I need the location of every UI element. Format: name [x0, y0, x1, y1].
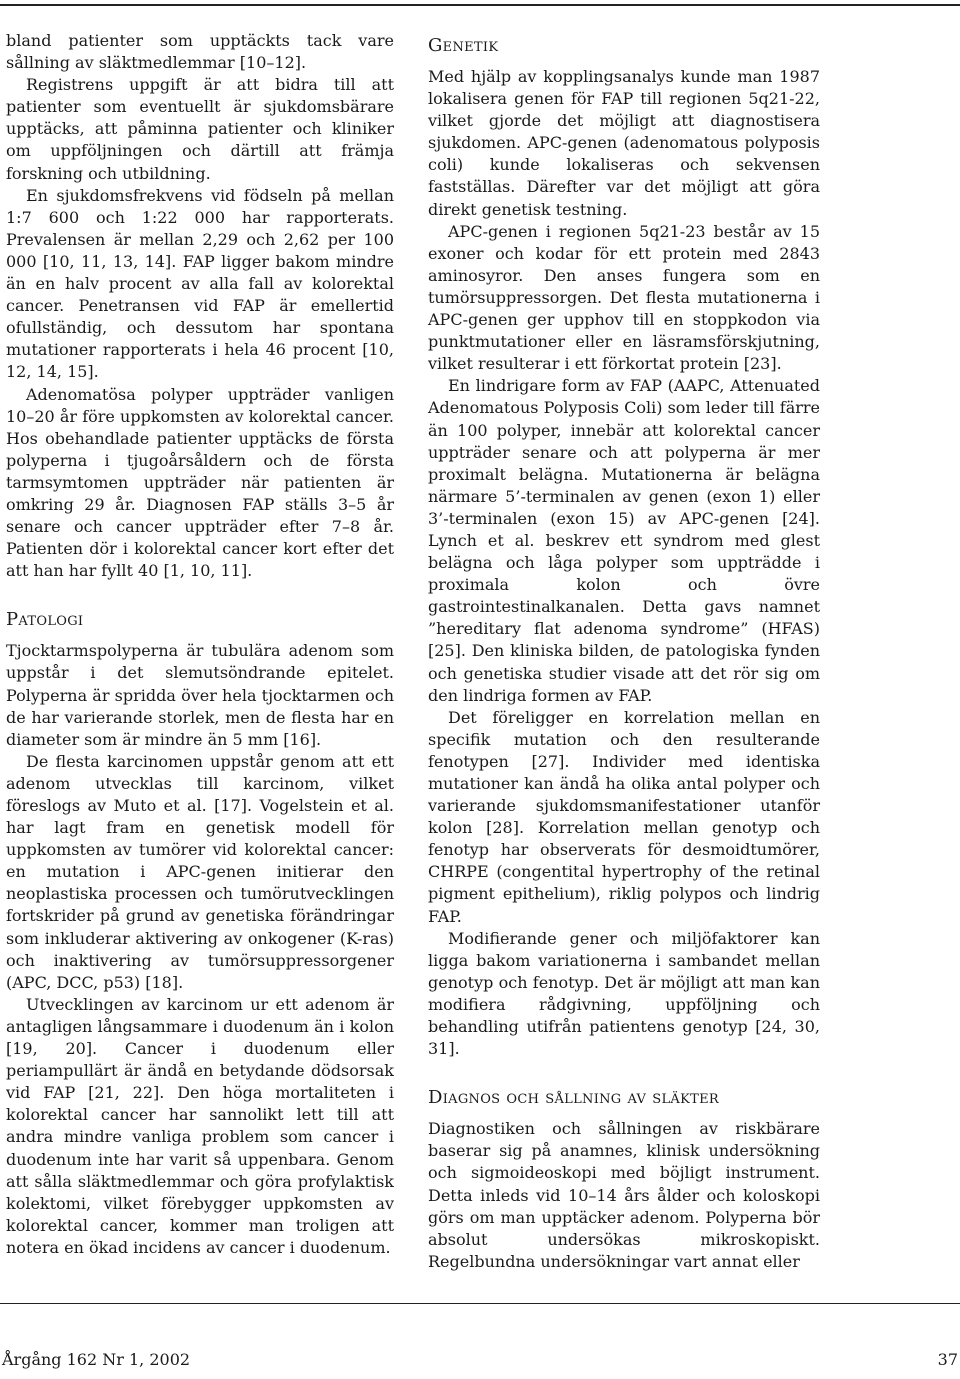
- paragraph: Utvecklingen av karcinom ur ett adenom är antagligen långsammare i duodenum än i kolon [19, 20]. Cancer i duodenum eller periampullärt är ändå en betydande dödsorsak vid FAP [21, 22]. Den höga mortaliteten i kolorektal cancer har sannolikt lett till att andra mindre vanliga problem som cancer i duodenum inte har varit så uppenbara. Genom att sålla släktmedlemmar och göra profylaktisk kolektomi, vilket förebygger uppkomsten av kolorektal cancer, kommer man troligen att notera en ökad incidens av cancer i duodenum.: [6, 994, 394, 1257]
- paragraph: En sjukdomsfrekvens vid födseln på mellan 1:7 600 och 1:22 000 har rapporterats. Prevalensen är mellan 2,29 och 2,62 per 100 000 [10, 11, 13, 14]. FAP ligger bakom mindre än en halv procent av alla fall av kolorektal cancer. Penetransen vid FAP är emellertid ofullständig, och dessutom har spontana mutationer rapporterats i hela 46 procent [10, 12, 14, 15].: [6, 185, 394, 382]
- paragraph: Modifierande gener och miljöfaktorer kan ligga bakom variationerna i sambandet mellan genotyp och fenotyp. Det är möjligt att man kan modifiera rådgivning, uppföljning och behandling utifrån patientens genotyp [24, 30, 31].: [428, 928, 820, 1059]
- paragraph: APC-genen i regionen 5q21-23 består av 15 exoner och kodar för ett protein med 2843 aminosyror. Den anses fungera som en tumörsuppressorgen. Det flesta mutationerna i APC-genen ger upphov till en stoppkodon via punktmutationer eller en läsramsförskjutning, vilket resulterar i ett förkortat protein [23].: [428, 221, 820, 374]
- paragraph: Det föreligger en korrelation mellan en specifik mutation och den resulterande fenotypen [27]. Individer med identiska mutationer kan ändå ha olika antal polyper och varierande sjukdomsmanifestationer utanför kolon [28]. Korrelation mellan genotyp och fenotyp har observerats för desmoidtumörer, CHRPE (congentital hypertrophy of the retinal pigment epithelium), riklig polypos och lindrig FAP.: [428, 707, 820, 926]
- right-column: [428, 34, 820, 1273]
- top-rule: [0, 4, 960, 6]
- section-heading-diagnos: Diagnos och sållning av släkter: [428, 1087, 719, 1109]
- paragraph: Tjocktarmspolyperna är tubulära adenom som uppstår i det slemutsöndrande epitelet. Polyperna är spridda över hela tjocktarmen och de har varierande storlek, men de flesta har en diameter som är mindre än 5 mm [16].: [6, 641, 394, 749]
- left-column: [6, 30, 394, 1259]
- section-heading-patologi: Patologi: [6, 609, 84, 631]
- paragraph: Adenomatösa polyper uppträder vanligen 10–20 år före uppkomsten av kolorektal cancer. Hos obehandlade patienter upptäcks de första polyperna i tjugoårsåldern och de första tarmsymtomen uppträder när patienten är omkring 29 år. Diagnosen FAP ställs 3–5 år senare och cancer uppträder efter 7–8 år. Patienten dör i kolorektal cancer kort efter det att han har fyllt 40 [1, 10, 11].: [6, 384, 394, 581]
- paragraph: De flesta karcinomen uppstår genom att ett adenom utvecklas till karcinom, vilket föreslogs av Muto et al. [17]. Vogelstein et al. har lagt fram en genetisk modell för uppkomsten av tumörer vid kolorektal cancer: en mutation i APC-genen initierar den neoplastiska processen och tumörutvecklingen fortskrider på grund av genetiska förändringar som inkluderar aktivering av onkogener (K-ras) och inaktivering av tumörsuppressorgener (APC, DCC, p53) [18].: [6, 751, 394, 992]
- page-number: 37: [937, 1350, 958, 1369]
- footer-rule: [0, 1303, 960, 1304]
- paragraph: Diagnostiken och sållningen av riskbärare baserar sig på anamnes, klinisk undersökning och sigmoideoskopi med böjligt instrument. Detta inleds vid 10–14 års ålder och koloskopi görs om man upptäcker adenom. Polyperna bör absolut undersökas mikroskopiskt. Regelbundna undersökningar vart annat eller: [428, 1119, 820, 1271]
- section-heading-genetik: Genetik: [428, 35, 499, 56]
- paragraph: Registrens uppgift är att bidra till att patienter som eventuellt är sjukdomsbärare upptäcks, att påminna patienter och kliniker om uppföljningen och därtill att främja forskning och utbildning.: [6, 75, 394, 183]
- paragraph: Med hjälp av kopplingsanalys kunde man 1987 lokalisera genen för FAP till regionen 5q21-22, vilket gjorde det möjligt att diagnostisera sjukdomen. APC-genen (adenomatous polyposis coli) kunde lokaliseras och sekvensen fastställas. Därefter var det möjligt att göra direkt genetisk testning.: [428, 67, 820, 219]
- paragraph: bland patienter som upptäckts tack vare sållning av släktmedlemmar [10–12].: [6, 31, 394, 73]
- journal-issue: Årgång 162 Nr 1, 2002: [2, 1350, 191, 1369]
- paragraph: En lindrigare form av FAP (AAPC, Attenuated Adenomatous Polyposis Coli) som leder till färre än 100 polyper, innebär att kolorektal cancer uppträder senare och att polyperna är mer proximalt belägna. Mutationerna är belägna närmare 5’-terminalen av genen (exon 1) eller 3’-terminalen (exon 15) av APC-genen [24]. Lynch et al. beskrev ett syndrom med glest belägna och låga polyper som uppträdde i proximala kolon och övre gastrointestinalkanalen. Detta gavs namnet ”hereditary flat adenoma syndrome” (HFAS) [25]. Den kliniska bilden, de patologiska fynden och genetiska studier visade att det rör sig om den lindriga formen av FAP.: [428, 376, 820, 705]
